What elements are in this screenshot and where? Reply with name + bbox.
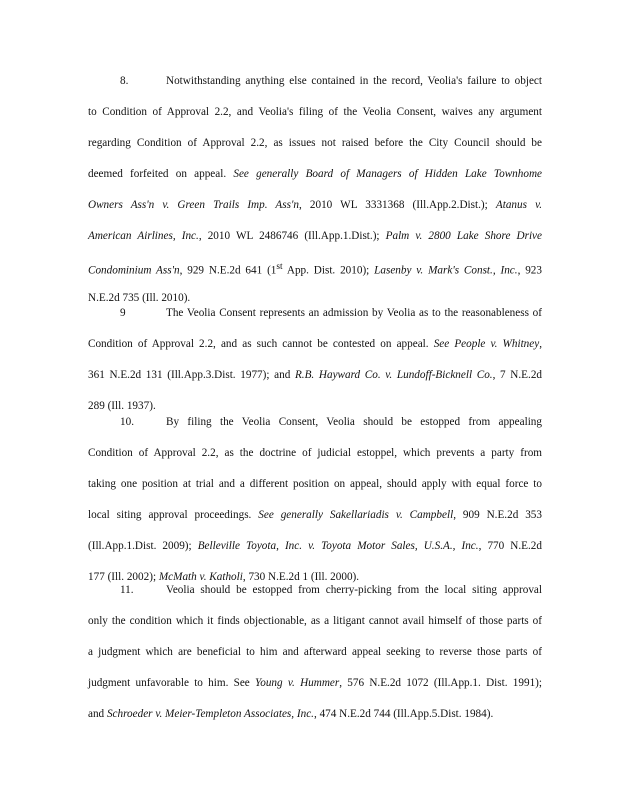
paragraph-line xyxy=(88,575,542,606)
body-text: a judgment which are beneficial to him and afterward appeal seeking to reverse those parts of xyxy=(88,646,542,658)
body-text: judgment unfavorable to him. See xyxy=(88,677,256,689)
paragraph-line xyxy=(88,668,542,699)
paragraph-9 xyxy=(88,298,542,422)
paragraph-line xyxy=(88,298,542,329)
paragraph-line xyxy=(88,407,542,438)
citation-text: See generally Sakellariadis v. Campbell xyxy=(258,509,454,521)
citation-text: Lasenby v. Mark's Const., Inc. xyxy=(374,264,518,277)
citation-text: Atanus v. xyxy=(495,199,543,211)
paragraph-line xyxy=(88,500,542,531)
paragraph-number: 11. xyxy=(120,584,134,596)
paragraph-line xyxy=(88,329,542,360)
body-text: , 576 N.E.2d 1072 (Ill.App.1. Dist. 1991); xyxy=(339,677,542,689)
body-text: Notwithstanding anything else contained in the record, Veolia's failure to object xyxy=(166,75,542,87)
body-text: , 929 N.E.2d 641 (1 xyxy=(179,264,277,277)
paragraph-number: 8. xyxy=(120,75,129,87)
paragraph-11 xyxy=(88,575,542,730)
citation-text: Palm v. 2800 Lake Shore Drive xyxy=(385,230,542,242)
body-text: , 2010 WL 3331368 (Ill.App.2.Dist.); xyxy=(298,199,496,211)
paragraph-line xyxy=(88,97,542,128)
body-text: Condition of Approval 2.2, and as such cannot be contested on appeal. xyxy=(88,338,434,350)
body-text: to Condition of Approval 2.2, and Veolia's filing of the Veolia Consent, waives any argument xyxy=(88,106,542,118)
citation-text: American Airlines, Inc. xyxy=(88,230,199,242)
paragraph-line xyxy=(88,190,542,221)
body-text: only the condition which it finds objectionable, as a litigant cannot avail himself of those parts of xyxy=(88,615,542,627)
body-text: local siting approval proceedings. xyxy=(88,509,259,521)
body-text: , xyxy=(539,338,543,350)
paragraph-line xyxy=(88,221,542,252)
body-text: regarding Condition of Approval 2.2, as issues not raised before the City Council should be xyxy=(88,137,542,149)
body-text: The Veolia Consent represents an admission by Veolia as to the reasonableness of xyxy=(166,307,542,319)
paragraph-line xyxy=(88,699,542,730)
citation-text: Belleville Toyota, Inc. v. Toyota Motor Sales, U.S.A., Inc. xyxy=(197,540,479,552)
body-text: and xyxy=(88,708,107,720)
paragraph-line xyxy=(88,469,542,500)
body-text: , 2010 WL 2486746 (Ill.App.1.Dist.); xyxy=(198,230,386,242)
body-text: , 770 N.E.2d xyxy=(478,540,542,552)
body-text: 289 (Ill. 1937). xyxy=(88,400,156,412)
paragraph-10 xyxy=(88,407,542,593)
paragraph-line xyxy=(88,66,542,97)
paragraph-8 xyxy=(88,66,542,314)
citation-text: Young v. Hummer xyxy=(255,677,340,689)
paragraph-line xyxy=(88,606,542,637)
body-text: App. Dist. 2010); xyxy=(282,264,375,277)
citation-text: See People v. Whitney xyxy=(433,338,540,350)
paragraph-number: 9 xyxy=(120,307,126,319)
paragraph-line xyxy=(88,159,542,190)
citation-text: McMath v. Katholi xyxy=(158,571,243,583)
paragraph-line xyxy=(88,360,542,391)
body-text: st xyxy=(276,262,283,272)
body-text: 361 N.E.2d 131 (Ill.App.3.Dist. 1977); and xyxy=(88,369,295,381)
paragraph-line xyxy=(88,128,542,159)
body-text: (Ill.App.1.Dist. 2009); xyxy=(88,540,198,552)
paragraph-line xyxy=(88,637,542,668)
body-text: N.E.2d 735 (Ill. 2010). xyxy=(88,292,191,304)
citation-text: Schroeder v. Meier-Templeton Associates, Inc. xyxy=(106,708,314,720)
body-text: taking one position at trial and a different position on appeal, should apply with equal force to xyxy=(88,478,542,490)
paragraph-line xyxy=(88,438,542,469)
body-text: Condition of Approval 2.2, as the doctrine of judicial estoppel, which prevents a party from xyxy=(88,447,542,459)
citation-text: See generally Board of Managers of Hidden Lake Townhome xyxy=(233,168,542,180)
citation-text: Owners Ass'n v. Green Trails Imp. Ass'n xyxy=(88,199,299,211)
body-text: 177 (Ill. 2002); xyxy=(88,571,159,583)
paragraph-line xyxy=(88,531,542,562)
body-text: , 909 N.E.2d 353 xyxy=(453,509,542,521)
body-text: , 730 N.E.2d 1 (Ill. 2000). xyxy=(242,571,360,583)
citation-text: R.B. Hayward Co. v. Lundoff-Bicknell Co. xyxy=(294,369,493,381)
body-text: , 7 N.E.2d xyxy=(492,369,543,381)
body-text: , 474 N.E.2d 744 (Ill.App.5.Dist. 1984). xyxy=(313,708,494,720)
body-text: By filing the Veolia Consent, Veolia should be estopped from appealing xyxy=(166,416,542,428)
body-text: , 923 xyxy=(517,264,542,277)
paragraph-number: 10. xyxy=(120,416,134,428)
body-text: deemed forfeited on appeal. xyxy=(88,168,234,180)
citation-text: Condominium Ass'n xyxy=(88,264,180,277)
body-text: Veolia should be estopped from cherry-picking from the local siting approval xyxy=(166,584,542,596)
paragraph-line xyxy=(88,252,542,283)
